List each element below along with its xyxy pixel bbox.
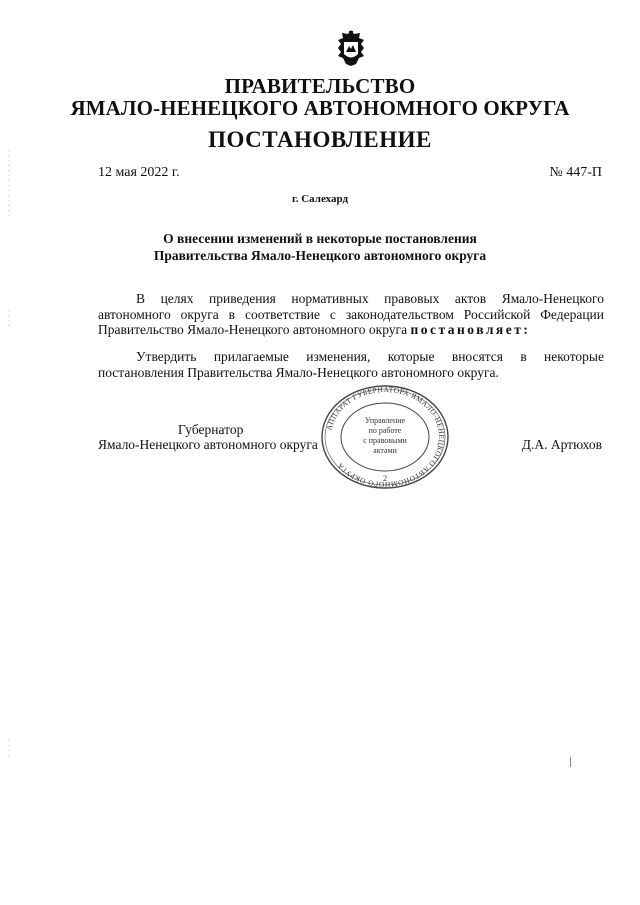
signatory-title-line2: Ямало-Ненецкого автономного округа — [98, 437, 318, 452]
paragraph-2-text: Утвердить прилагаемые изменения, которые вносятся в некоторые постановления Правительства Ямало-Ненецкого автономного округа. — [98, 349, 604, 380]
paragraph-1-emphasis: постановляет: — [410, 322, 531, 337]
document-type: ПОСТАНОВЛЕНИЕ — [208, 127, 432, 152]
signatory-name: Д.А. Артюхов — [521, 437, 602, 452]
body-paragraph-1 — [98, 291, 604, 338]
org-name-line2: ЯМАЛО-НЕНЕЦКОГО АВТОНОМНОГО ОКРУГА — [70, 96, 570, 120]
subject-line2: Правительства Ямало-Ненецкого автономного округа — [153, 248, 487, 263]
margin-marks — [8, 740, 10, 760]
subject-line1: О внесении изменений в некоторые постановления — [163, 231, 477, 246]
margin-marks — [8, 310, 10, 330]
seal-ring-text: АППАРАТ ГУБЕРНАТОРА ЯМАЛО-НЕНЕЦКОГО АВТОНОМНОГО ОКРУГА — [324, 385, 447, 490]
document-city: г. Салехард — [291, 193, 349, 205]
seal-number: 2 — [383, 474, 387, 483]
seal-inner-line3: с правовыми — [363, 436, 407, 445]
seal-inner-line2: по работе — [368, 426, 402, 435]
seal-inner-line1: Управление — [364, 416, 406, 425]
org-name-line1: ПРАВИТЕЛЬСТВО — [224, 74, 416, 98]
document-number: № 447-П — [549, 165, 602, 180]
official-seal — [319, 385, 451, 490]
signatory-title-line1: Губернатор — [178, 422, 244, 437]
document-date: 12 мая 2022 г. — [98, 165, 180, 180]
scan-artifact — [570, 757, 571, 767]
coat-of-arms-icon — [334, 28, 368, 68]
paragraph-1-text: В целях приведения нормативных правовых актов Ямало-Ненецкого автономного округа в соответствие с законодательством Российской Федерации Правительство Ямало-Ненецкого автономного округа — [98, 291, 604, 337]
document-subject — [0, 230, 640, 264]
margin-marks — [8, 150, 10, 220]
seal-inner-line4: актами — [373, 446, 397, 455]
body-paragraph-2 — [98, 349, 604, 380]
